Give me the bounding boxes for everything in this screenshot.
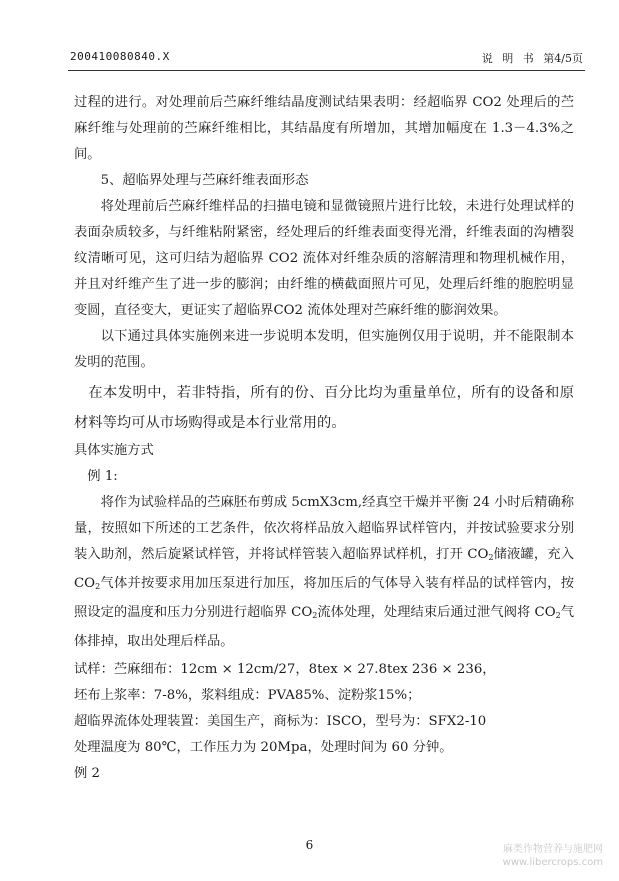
header-right [482, 50, 583, 66]
example-1-title: 例 1: [87, 469, 118, 484]
section-heading-surface-morphology: 5、超临界处理与苎麻纤维表面形态 [100, 173, 309, 188]
watermark-site-name: 麻类作物营养与施肥网 [503, 844, 603, 855]
patent-number: 200410080840.X [70, 50, 170, 63]
watermark-url: www.libercrops.com [502, 857, 603, 868]
subscript-2: 2 [555, 611, 561, 620]
paragraph-surface-morphology: 将处理前后苎麻纤维样品的扫描电镜和显微镜照片进行比较，未进行处理试样的表面杂质较多，与纤维粘附紧密，经处理后的纤维表面变得光滑，纤维表面的沟槽裂纹清晰可见，这可归结为超临界 CO2 流体对纤维杂质的溶解清理和物理机械作用，并且对纤维产生了进一步的膨润；由纤维的横截面照片可见，处理后纤维的胞腔明显变圆，直径变大，更证实了超临界CO2 流体处理对苎麻纤维的膨润效果。 [74, 199, 574, 318]
subscript-2: 2 [312, 611, 318, 620]
procedure-text-c: 气体并按要求用加压泵进行加压，将加压后的气体导入装有样品的试样管内，按照设定的温度和压力分别进行超临界 CO [74, 576, 574, 620]
procedure-text-a: 将作为试验样品的苎麻胚布剪成 5cmX3cm,经真空干燥并平衡 24 小时后精确称量，按照如下所述的工艺条件，依次将样品放入超临界试样管内，并按试验要求分别装入助剂，然后旋紧试样管，并将试样管装入超临界试样机，打开 CO [74, 495, 574, 562]
header-divider [68, 70, 585, 71]
document-body [74, 90, 574, 787]
paragraph-crystallinity: 过程的进行。对处理前后苎麻纤维结晶度测试结果表明：经超临界 CO2 处理后的苎麻纤维与处理前的苎麻纤维相比，其结晶度有所增加，其增加幅度在 1.3－4.3%之间。 [74, 95, 574, 162]
spec-conditions: 处理温度为 80℃，工作压力为 20Mpa，处理时间为 60 分钟。 [74, 740, 453, 755]
spec-sample: 试样：苎麻细布：12cm × 12cm/27，8tex × 27.8tex 236 × 236， [74, 662, 496, 677]
example-2-title: 例 2 [74, 766, 100, 781]
procedure-text-e: 气体排掉，取出处理后样品。 [74, 605, 574, 649]
paragraph-example-1-procedure [74, 490, 574, 655]
paragraph-units-note: 在本发明中，若非特指，所有的份、百分比均为重量单位，所有的设备和原材料等均可从市场购得或是本行业常用的。 [74, 385, 574, 431]
paragraph-examples-intro: 以下通过具体实施例来进一步说明本发明，但实施例仅用于说明，并不能限制本发明的范围。 [74, 329, 574, 370]
subscript-2: 2 [95, 582, 101, 591]
section-title-embodiments: 具体实施方式 [74, 443, 154, 458]
procedure-text-d: 流体处理，处理结束后通过泄气阀将 CO [317, 605, 556, 620]
subscript-2: 2 [488, 553, 494, 562]
spec-device: 超临界流体处理装置：美国生产，商标为：ISCO，型号为：SFX2-10 [74, 714, 487, 729]
page-info: 第4/5页 [543, 52, 583, 65]
spec-sizing: 坯布上浆率：7-8%，浆料组成：PVA85%、淀粉浆15%； [74, 688, 421, 703]
watermark [503, 843, 603, 869]
procedure-text-b: 储液罐，充入 CO [74, 547, 574, 591]
page-number: 6 [305, 838, 314, 852]
document-title: 说 明 书 [481, 52, 537, 65]
